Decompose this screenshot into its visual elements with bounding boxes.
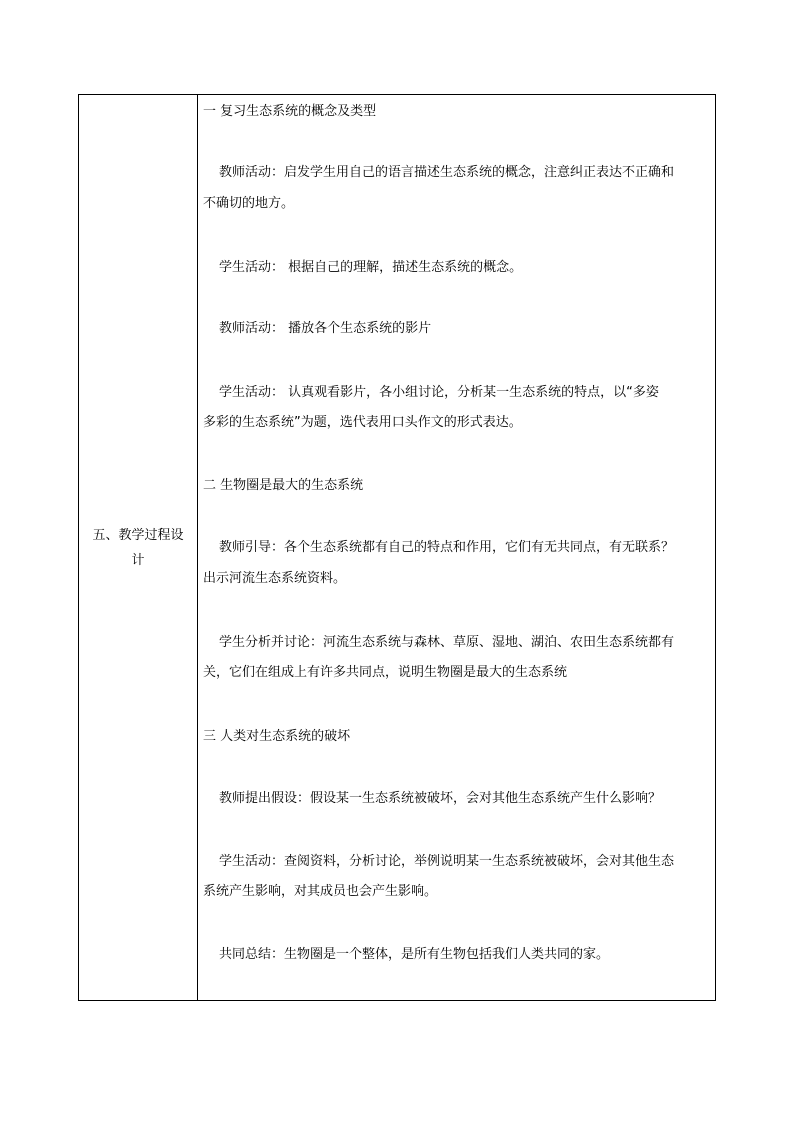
paragraph-line: 学生活动：查阅资料，分析讨论，举例说明某一生态系统被破坏，会对其他生态: [219, 854, 675, 869]
content-cell: [198, 95, 715, 1000]
paragraph-line: 系统产生影响，对其成员也会产生影响。: [203, 884, 438, 899]
paragraph-line: 学生活动： 根据自己的理解，描述生态系统的概念。: [219, 260, 523, 275]
paragraph-line: 教师提出假设：假设某一生态系统被破坏，会对其他生态系统产生什么影响？: [219, 791, 662, 806]
paragraph-line: 共同总结：生物圈是一个整体，是所有生物包括我们人类共同的家。: [219, 947, 610, 962]
paragraph-line: 学生活动： 认真观看影片，各小组讨论，分析某一生态系统的特点，以“多姿: [219, 385, 659, 400]
paragraph-line: 不确切的地方。: [203, 196, 295, 211]
section-heading-3: 三 人类对生态系统的破坏: [203, 729, 351, 744]
paragraph-line: 教师活动： 播放各个生态系统的影片: [219, 321, 432, 336]
paragraph-line: 教师活动：启发学生用自己的语言描述生态系统的概念，注意纠正表达不正确和: [219, 165, 675, 180]
paragraph-line: 出示河流生态系统资料。: [203, 571, 347, 586]
paragraph-line: 多彩的生态系统”为题，选代表用口头作文的形式表达。: [203, 415, 522, 430]
section-heading-2: 二 生物圈是最大的生态系统: [203, 478, 364, 493]
row-label: 五、教学过程设计: [92, 527, 184, 568]
row-label-cell: [79, 95, 198, 1000]
paragraph-line: 关，它们在组成上有许多共同点，说明生物圈是最大的生态系统: [203, 665, 568, 680]
paragraph-line: 学生分析并讨论：河流生态系统与森林、草原、湿地、湖泊、农田生态系统都有: [219, 635, 675, 650]
paragraph-line: 教师引导：各个生态系统都有自己的特点和作用，它们有无共同点，有无联系？: [219, 540, 675, 555]
section-heading-1: 一 复习生态系统的概念及类型: [203, 104, 377, 119]
lesson-table: [78, 94, 716, 1001]
